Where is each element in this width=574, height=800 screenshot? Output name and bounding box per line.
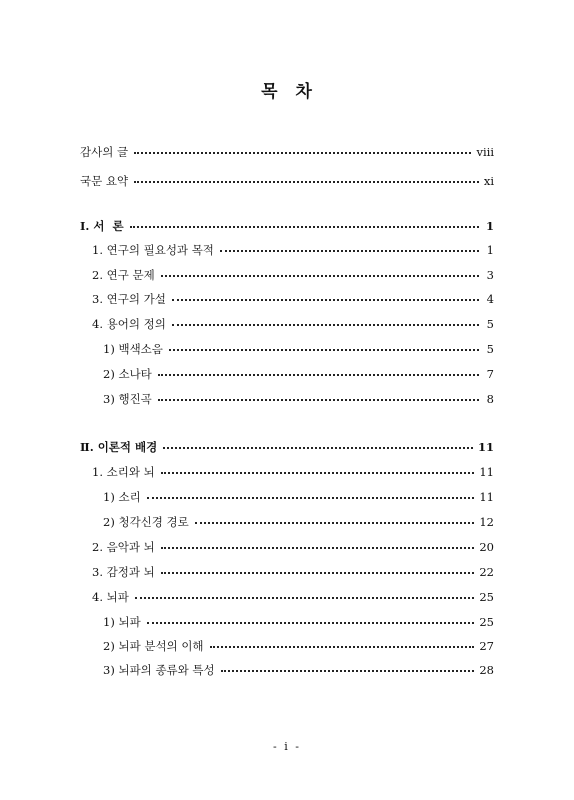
- dot-leader: [210, 638, 475, 650]
- toc-entry-label: 4. 용어의 정의: [92, 317, 166, 331]
- dot-leader: [135, 589, 475, 601]
- dot-leader: [161, 464, 475, 476]
- toc-entry-page: ⅷ: [476, 145, 494, 159]
- toc-entry-page: 8: [486, 392, 494, 406]
- dot-leader: [147, 489, 475, 501]
- toc-entry-page: 5: [486, 342, 494, 356]
- dot-leader: [134, 144, 471, 156]
- toc-subsection-sonata[interactable]: [103, 366, 494, 382]
- toc-entry-page: 20: [479, 540, 494, 554]
- toc-entry-label: 2) 뇌파 분석의 이해: [103, 639, 204, 653]
- toc-entry-page: 11: [479, 465, 494, 479]
- dot-leader: [169, 341, 479, 353]
- toc-entry-page: 27: [479, 639, 494, 653]
- toc-section-research-questions[interactable]: [92, 267, 494, 283]
- toc-entry-page: 3: [486, 268, 494, 282]
- toc-entry-page: 4: [486, 292, 494, 306]
- toc-entry-page: 11: [477, 440, 494, 454]
- page-title: 목 차: [261, 82, 313, 102]
- toc-entry-label: Ⅰ. 서 론: [80, 219, 124, 233]
- toc-entry-label: 1. 연구의 필요성과 목적: [92, 243, 214, 257]
- toc-entry-label: 1) 백색소음: [103, 342, 163, 356]
- toc-entry-label: 2. 연구 문제: [92, 268, 155, 282]
- toc-entry-page: 25: [479, 615, 494, 629]
- toc-entry-page: 1: [486, 243, 494, 257]
- toc-entry-label: 2) 소나타: [103, 367, 152, 381]
- toc-entry-page: 1: [485, 219, 494, 233]
- dot-leader: [147, 614, 475, 626]
- toc-entry-page: 11: [479, 490, 494, 504]
- toc-entry-label: 3. 감정과 뇌: [92, 565, 155, 579]
- dot-leader: [161, 564, 475, 576]
- dot-leader: [221, 662, 475, 674]
- dot-leader: [158, 366, 479, 378]
- dot-leader: [161, 539, 475, 551]
- dot-leader: [161, 267, 479, 279]
- toc-subsection-auditory-pathway[interactable]: [103, 514, 494, 530]
- dot-leader: [172, 291, 479, 303]
- toc-section-necessity-purpose[interactable]: [92, 242, 494, 258]
- toc-entry-label: 4. 뇌파: [92, 590, 129, 604]
- toc-entry-page: 12: [479, 515, 494, 529]
- dot-leader: [130, 218, 479, 230]
- toc-chapter-theoretical-background[interactable]: [80, 439, 494, 455]
- toc-chapter-introduction[interactable]: [80, 218, 494, 234]
- toc-entry-label: 2) 청각신경 경로: [103, 515, 189, 529]
- toc-entry-page: 7: [486, 367, 494, 381]
- toc-entry-label: 3. 연구의 가설: [92, 292, 166, 306]
- toc-entry-label: Ⅱ. 이론적 배경: [80, 440, 158, 454]
- toc-subsection-sound[interactable]: [103, 489, 494, 505]
- toc-entry-label: 3) 행진곡: [103, 392, 152, 406]
- dot-leader: [195, 514, 475, 526]
- toc-entry-page: 5: [486, 317, 494, 331]
- toc-subsection-brainwave-analysis[interactable]: [103, 638, 494, 654]
- toc-entry-acknowledgements[interactable]: [80, 144, 494, 160]
- toc-section-music-brain[interactable]: [92, 539, 494, 555]
- toc-subsection-brainwave-types[interactable]: [103, 662, 494, 678]
- toc-entry-korean-abstract[interactable]: [80, 173, 494, 189]
- toc-section-definitions[interactable]: [92, 316, 494, 332]
- toc-subsection-white-noise[interactable]: [103, 341, 494, 357]
- dot-leader: [163, 439, 473, 451]
- toc-entry-label: 국문 요약: [80, 174, 129, 188]
- toc-entry-page: 25: [479, 590, 494, 604]
- toc-entry-label: 2. 음악과 뇌: [92, 540, 155, 554]
- toc-entry-page: ⅺ: [483, 174, 494, 188]
- toc-entry-label: 1) 소리: [103, 490, 141, 504]
- page-number-footer: - i -: [273, 740, 301, 753]
- toc-subsection-brainwave[interactable]: [103, 614, 494, 630]
- dot-leader: [134, 173, 479, 185]
- toc-entry-label: 1. 소리와 뇌: [92, 465, 155, 479]
- toc-entry-page: 22: [479, 565, 494, 579]
- toc-entry-label: 감사의 글: [80, 145, 129, 159]
- toc-section-sound-brain[interactable]: [92, 464, 494, 480]
- toc-section-hypotheses[interactable]: [92, 291, 494, 307]
- dot-leader: [172, 316, 479, 328]
- toc-section-emotion-brain[interactable]: [92, 564, 494, 580]
- dot-leader: [158, 391, 479, 403]
- toc-entry-page: 28: [479, 663, 494, 677]
- toc-entry-label: 3) 뇌파의 종류와 특성: [103, 663, 215, 677]
- toc-subsection-march[interactable]: [103, 391, 494, 407]
- dot-leader: [220, 242, 479, 254]
- toc-entry-label: 1) 뇌파: [103, 615, 141, 629]
- toc-section-brainwave[interactable]: [92, 589, 494, 605]
